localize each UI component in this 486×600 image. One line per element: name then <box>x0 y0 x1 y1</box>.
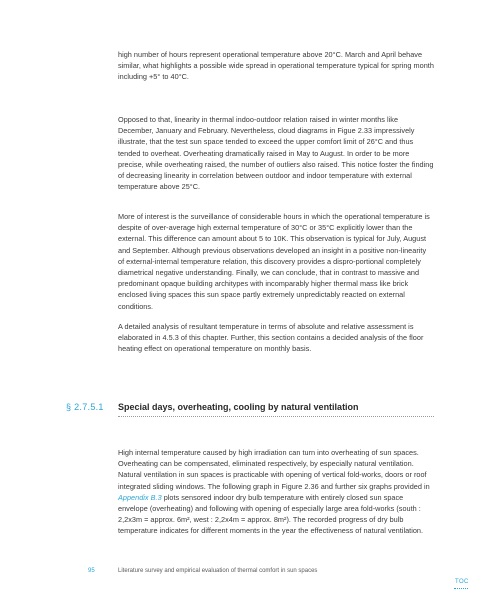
paragraph-2 <box>118 114 434 192</box>
toc-underline <box>454 588 468 589</box>
appendix-link[interactable]: Appendix B.3 <box>118 492 162 502</box>
section-title: Special days, overheating, cooling by natural ventilation <box>118 402 359 412</box>
paragraph-3 <box>118 211 434 312</box>
running-title: Literature survey and empirical evaluation of thermal comfort in sun spaces <box>118 568 318 574</box>
paragraph-4-text: A detailed analysis of resultant temperature in terms of absolute and relative assessment is elaborated in 4.5.3 of this chapter. Further, this section contains a decided analysis of the floor heating effect on operational temperature on monthly basis. <box>118 322 424 354</box>
paragraph-5-text-before: High internal temperature caused by high irradiation can turn into overheating of sun spaces. Overheating can be compensated, eliminated respectively, by especially natural ventilation. Natural ventilation in sun spaces is practicable with opening of vertical fold-works, doors or roof integrated sliding windows. The following graph in Figure 2.36 and further six graphs provided in <box>118 448 430 491</box>
paragraph-5 <box>118 447 434 537</box>
section-divider <box>118 416 434 417</box>
paragraph-4 <box>118 321 434 355</box>
toc-link[interactable]: TOC <box>455 579 469 585</box>
section-number: § 2.7.5.1 <box>66 402 104 412</box>
page-number: 95 <box>88 568 95 574</box>
paragraph-5-text <box>118 447 434 537</box>
paragraph-1 <box>118 49 434 83</box>
paragraph-3-text: More of interest is the surveillance of considerable hours in which the operational temperature is despite of over-average high external temperature of 30°C or 35°C explicitly lower than the external. This difference can amount about 5 to 10K. This observation is typical for July, August and September. Although previous observations developed an insight in a positive non-linearity of external-internal temperature relation, this discovery provides a dispro-portional completely diametrical negative understanding. Finally, we can conclude, that in contrast to massive and predominant opaque building architypes with incomparably higher thermal mass like brick enclosed living spaces this sun space partly extremely unpredictably reacted on external conditions. <box>118 212 430 311</box>
paragraph-1-text: high number of hours represent operational temperature above 20°C. March and April behave similar, what highlights a possible wide spread in operational temperature typical for spring month including +5° to 40°C. <box>118 50 434 82</box>
paragraph-2-text: Opposed to that, linearity in thermal indoo-outdoor relation raised in winter months like December, January and February. Nevertheless, cloud diagrams in Figue 2.33 impressively illustrate, that the test sun space tended to exceed the upper comfort limit of 26°C and thus tended to overheat. Overheating dramatically raised in May to August. In order to be more precise, while overheating raised, the number of outliers also raised. This notice foster the finding of decreasing linearity in correlation between outdoor and indoor temperature with external temperature above 25°C. <box>118 115 434 192</box>
paragraph-5-text-after: plots sensored indoor dry bulb temperature with entirely closed sun space envelope (overheating) and following with opening of especially large area fold-works (south : 2,2x3m = approx. 6m², west : 2,2x4m = approx. 8m²). The recorded progress of dry bulb temperature indicates for different moments in the year the effectiveness of natural ventilation. <box>118 492 424 536</box>
